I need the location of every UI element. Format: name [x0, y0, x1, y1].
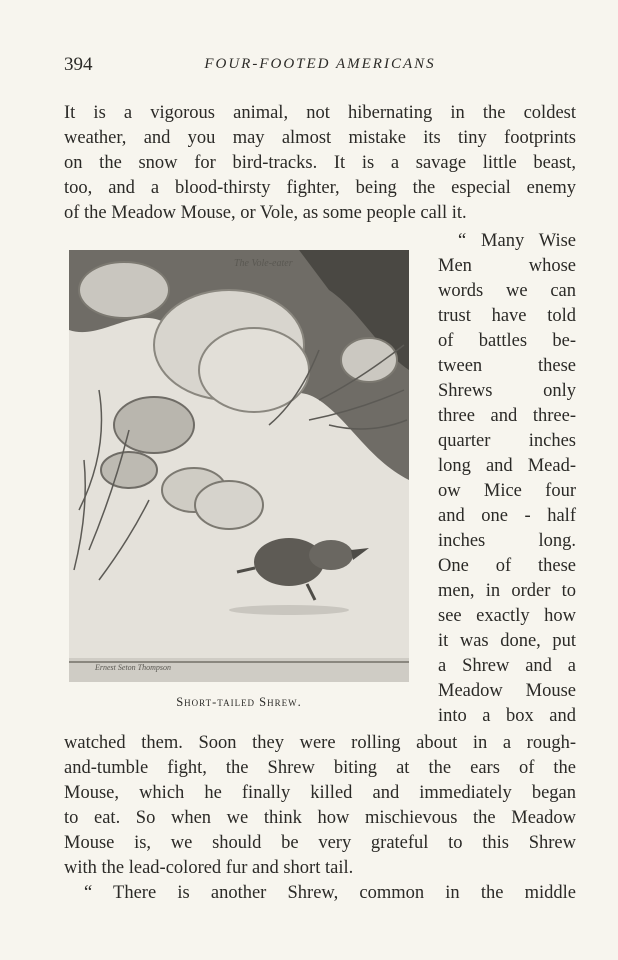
text-line: of the Meadow Mouse, or Vole, as some people call it. — [64, 203, 467, 223]
text-line: and-tumble fight, the Shrew biting at the ears of the — [64, 758, 576, 778]
text-line: “ There is another Shrew, common in the middle — [84, 883, 576, 903]
text-line: of battles be- — [438, 331, 576, 351]
text-line: too, and a blood-thirsty fighter, being the especial enemy — [64, 178, 576, 198]
text-line: Mouse is, we should be very grateful to this Shrew — [64, 833, 576, 853]
text-line: tween these — [438, 356, 576, 376]
text-line: three and three- — [438, 406, 576, 426]
text-line: Mouse, which he finally killed and immediately began — [64, 783, 576, 803]
text-line: quarter inches — [438, 431, 576, 451]
text-line: with the lead-colored fur and short tail. — [64, 858, 354, 878]
text-line: it was done, put — [438, 631, 576, 651]
text-line: “ Many Wise — [458, 231, 576, 251]
page-number: 394 — [64, 54, 93, 75]
text-line: see exactly how — [438, 606, 576, 626]
text-line: words we can — [438, 281, 576, 301]
text-line: inches long. — [438, 531, 576, 551]
text-line: watched them. Soon they were rolling about in a rough- — [64, 733, 576, 753]
running-head: FOUR-FOOTED AMERICANS — [204, 56, 436, 72]
text-line: Shrews only — [438, 381, 576, 401]
text-line: long and Mead- — [438, 456, 576, 476]
text-line: on the snow for bird-tracks. It is a savage little beast, — [64, 153, 576, 173]
text-line: Meadow Mouse — [438, 681, 576, 701]
text-line: into a box and — [438, 706, 576, 726]
shrew-illustration — [69, 250, 409, 682]
text-line: It is a vigorous animal, not hibernating in the coldest — [64, 103, 576, 123]
text-line: trust have told — [438, 306, 576, 326]
text-line: to eat. So when we think how mischievous the Meadow — [64, 808, 576, 828]
plate-inscription: The Vole-eater — [234, 258, 293, 269]
text-line: and one - half — [438, 506, 576, 526]
page-header — [64, 54, 576, 84]
text-line: a Shrew and a — [438, 656, 576, 676]
text-line: One of these — [438, 556, 576, 576]
text-line: weather, and you may almost mistake its tiny footprints — [64, 128, 576, 148]
text-line: men, in order to — [438, 581, 576, 601]
text-line: ow Mice four — [438, 481, 576, 501]
figure-caption: Short-tailed Shrew. — [176, 695, 302, 709]
artist-signature: Ernest Seton Thompson — [95, 663, 171, 672]
text-line: Men whose — [438, 256, 576, 276]
